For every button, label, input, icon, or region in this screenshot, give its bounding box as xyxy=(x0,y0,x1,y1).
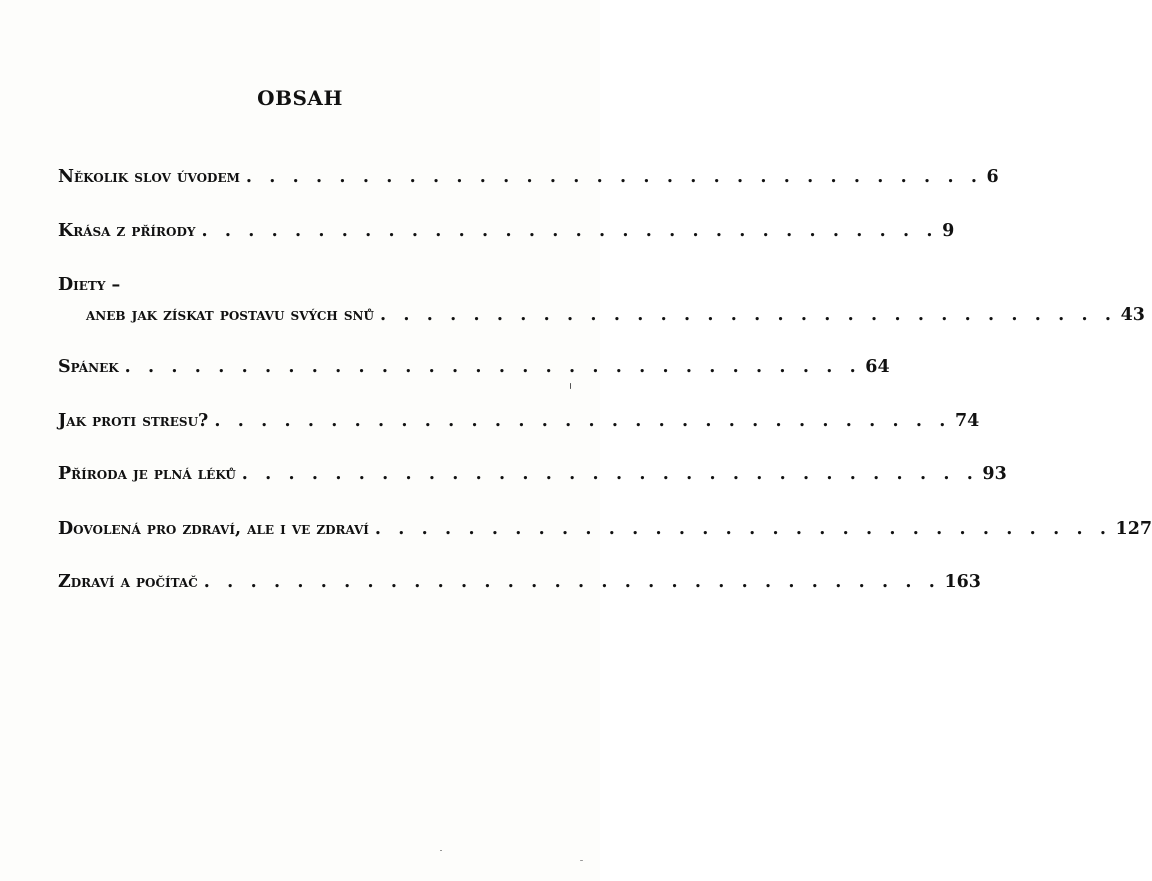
scan-speck xyxy=(580,860,583,861)
toc-entry xyxy=(58,274,1145,326)
toc-page-number: 163 xyxy=(944,572,981,592)
toc-page-number: 93 xyxy=(982,464,1007,484)
toc-page-number: 74 xyxy=(954,411,980,431)
toc-entry-title: Jak proti stresu? xyxy=(58,411,209,431)
toc-entry xyxy=(58,410,980,432)
scan-speck xyxy=(570,383,571,389)
toc-page-number: 6 xyxy=(986,167,999,187)
toc-entry-subtitle: aneb jak získat postavu svých snů xyxy=(86,305,374,325)
toc-dot-leader: . . . . . . . . . . . . . . . . . . . . . . . . . . . . . . . . xyxy=(379,305,1117,325)
toc-dot-leader: . . . . . . . . . . . . . . . . . . . . . . . . . . . . . . . . xyxy=(374,519,1112,539)
toc-entry xyxy=(58,220,955,242)
toc-entry-title: Diety – xyxy=(58,275,121,295)
toc-page-number: 127 xyxy=(1115,519,1152,539)
toc-dot-leader: . . . . . . . . . . . . . . . . . . . . . . . . . . . . . . . . xyxy=(241,464,979,484)
toc-page-number: 43 xyxy=(1120,305,1145,325)
toc-entry xyxy=(58,571,981,593)
toc-entry xyxy=(58,356,890,378)
toc-dot-leader: . . . . . . . . . . . . . . . . . . . . . . . . . . . . . . . . xyxy=(203,572,941,592)
toc-entry-title: Příroda je plná léků xyxy=(58,464,236,484)
page-title: OBSAH xyxy=(257,86,343,110)
scan-speck xyxy=(440,850,442,851)
toc-dot-leader: . . . . . . . . . . . . . . . . . . . . . . . . . . . . . . . . xyxy=(214,411,951,431)
toc-entry xyxy=(58,166,999,188)
toc-dot-leader: . . . . . . . . . . . . . . . . . . . . . . . . . . . . . . . . xyxy=(245,167,983,187)
toc-entry xyxy=(58,463,1007,485)
toc-dot-leader: . . . . . . . . . . . . . . . . . . . . . . . . . . . . . . . . xyxy=(124,357,862,377)
toc-entry-title: Několik slov úvodem xyxy=(58,167,240,187)
toc-entry-title: Spánek xyxy=(58,357,119,377)
toc-entry-title: Zdraví a počítač xyxy=(58,572,198,592)
toc-entry-title: Dovolená pro zdraví, ale i ve zdraví xyxy=(58,519,369,539)
toc-entry-title: Krása z přírody xyxy=(58,221,196,241)
toc-dot-leader: . . . . . . . . . . . . . . . . . . . . . . . . . . . . . . . . xyxy=(201,221,939,241)
toc-page-number: 64 xyxy=(865,357,890,377)
toc-page-number: 9 xyxy=(942,221,955,241)
toc-entry xyxy=(58,518,1152,540)
